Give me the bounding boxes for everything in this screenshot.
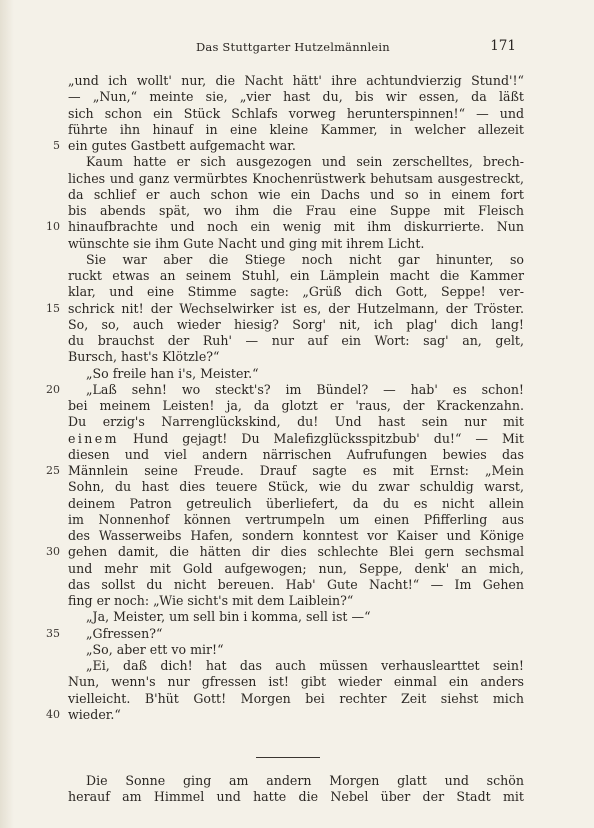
line-text: hinaufbrachte und noch ein wenig mit ihm diskurrierte. Nun	[68, 219, 524, 235]
text-line	[68, 512, 524, 528]
line-text: ruckt etwas an seinem Stuhl, ein Lämplein macht die Kammer	[68, 268, 524, 283]
line-text: ein gutes Gastbett aufgemacht war.	[68, 138, 296, 153]
text-line	[68, 789, 524, 805]
text-line	[68, 187, 524, 203]
line-text: Nun, wenn's nur gfressen ist! gibt wieder einmal ein anders	[68, 674, 524, 690]
line-text: — „Nun,“ meinte sie, „vier hast du, bis wir essen, da läßt	[68, 89, 524, 105]
line-text: „Laß sehn! wo steckt's? im Bündel? — hab' es schon!	[86, 381, 524, 397]
text-line	[68, 447, 524, 463]
text-line	[68, 431, 524, 447]
text-line	[68, 236, 524, 252]
text-line	[68, 674, 524, 690]
line-text: „Ja, Meister, um sell bin i komma, sell ist —“	[86, 609, 371, 625]
line-text: diesen und viel andern närrischen Aufrufungen bewies das	[68, 446, 524, 462]
line-text: im Nonnenhof können vertrumpeln um einen Pfifferling aus	[68, 511, 524, 527]
text-line	[68, 496, 524, 512]
line-text: bis abends spät, wo ihm die Frau eine Suppe mit Fleisch	[68, 203, 524, 218]
text-line	[68, 398, 524, 414]
text-line	[68, 609, 524, 625]
next-section-text	[68, 773, 524, 806]
text-line	[68, 268, 524, 284]
page-header	[196, 40, 516, 60]
line-text: liches und ganz vermürbtes Knochenrüstwerk behutsam ausgestreckt,	[68, 170, 524, 186]
line-text: „Ei, daß dich! hat das auch müssen verhauslearttet sein!	[86, 658, 524, 673]
body-text	[46, 73, 524, 723]
line-text: des Wasserweibs Hafen, sondern konntest vor Kaiser und Könige	[68, 528, 524, 543]
line-number: 40	[46, 707, 60, 721]
text-line	[46, 300, 524, 317]
line-text: sich schon ein Stück Schlafs vorweg herunterspinnen!“ — und	[68, 105, 524, 121]
line-number: 35	[46, 626, 60, 640]
text-line	[68, 284, 524, 300]
line-text: fing er noch: „Wie sicht's mit dem Laiblein?“	[68, 593, 354, 608]
line-text	[68, 431, 524, 447]
text-line	[68, 593, 524, 609]
text-line	[68, 658, 524, 674]
page-number: 171	[490, 38, 516, 54]
line-text: wünschte sie ihm Gute Nacht und ging mit ihrem Licht.	[68, 235, 425, 251]
line-number: 10	[46, 220, 60, 234]
line-text: Kaum hatte er sich ausgezogen und sein zerschelltes, brech-	[86, 154, 524, 170]
line-text: Männlein seine Freude. Drauf sagte es mit Ernst: „Mein	[68, 463, 524, 478]
text-line	[68, 349, 524, 365]
text-line	[46, 381, 524, 398]
text-line	[68, 479, 524, 495]
text-line	[46, 219, 524, 235]
line-text: Sohn, du hast dies teuere Stück, wie du zwar schuldig warst,	[68, 479, 524, 495]
line-text: vielleicht. B'hüt Gott! Morgen bei rechter Zeit siehst mich	[68, 690, 524, 706]
text-line	[68, 171, 524, 187]
text-line	[68, 561, 524, 577]
text-line	[68, 73, 524, 89]
text-line	[68, 106, 524, 122]
line-number: 25	[46, 464, 60, 477]
text-line	[68, 203, 524, 219]
line-text: das sollst du nicht bereuen. Hab' Gute Nacht!“ — Im Gehen	[68, 576, 524, 592]
text-line	[68, 252, 524, 268]
text-line	[46, 625, 524, 642]
line-text: wieder.“	[68, 706, 121, 722]
text-line	[68, 154, 524, 170]
line-text: Die Sonne ging am andern Morgen glatt und schön	[86, 773, 524, 788]
line-number: 20	[46, 382, 60, 396]
text-line	[68, 528, 524, 544]
text-line	[68, 89, 524, 105]
text-line	[68, 773, 524, 789]
text-line	[68, 366, 524, 382]
line-text: „So, aber ett vo mir!“	[86, 641, 224, 657]
text-line	[46, 463, 524, 479]
line-text: und mehr mit Gold aufgewogen; nun, Seppe, denk' an mich,	[68, 560, 524, 576]
line-text: du brauchst der Ruh' — nur auf ein Wort: sag' an, gelt,	[68, 333, 524, 348]
text-line	[68, 317, 524, 333]
line-text: gehen damit, die hätten dir dies schlechte Blei gern sechsmal	[68, 544, 524, 560]
text-line	[68, 414, 524, 430]
line-text: schrick nit! der Wechselwirker ist es, der Hutzelmann, der Tröster.	[68, 300, 524, 316]
section-separator	[256, 757, 320, 758]
line-text: Sie war aber die Stiege noch nicht gar hinunter, so	[86, 251, 524, 267]
text-line	[68, 577, 524, 593]
line-text: Du erzig's Narrenglückskind, du! Und hast sein nur mit	[68, 414, 524, 430]
line-text: da schlief er auch schon wie ein Dachs und so in einem fort	[68, 186, 524, 202]
line-text-rest: Hund gejagt! Du Malefizglücksspitzbub' du!“ — Mit	[119, 430, 524, 446]
line-text: herauf am Himmel und hatte die Nebel über der Stadt mit	[68, 789, 524, 805]
text-line	[46, 706, 524, 723]
line-text: „und ich wollt' nur, die Nacht hätt' ihre achtundvierzig Stund'!“	[68, 73, 524, 88]
emphasized-word: einem	[68, 430, 119, 446]
line-text: führte ihn hinauf in eine kleine Kammer, in welcher allezeit	[68, 121, 524, 137]
running-title: Das Stuttgarter Hutzelmännlein	[196, 40, 390, 54]
line-number: 30	[46, 545, 60, 559]
line-text: bei meinem Leisten! ja, da glotzt er 'raus, der Krackenzahn.	[68, 398, 524, 413]
text-line	[68, 691, 524, 707]
line-number: 5	[53, 139, 60, 152]
line-number: 15	[46, 301, 60, 315]
text-line	[68, 642, 524, 658]
text-line	[53, 138, 524, 154]
line-text: Bursch, hast's Klötzle?“	[68, 349, 220, 365]
line-text: „Gfressen?“	[86, 625, 163, 641]
line-text: klar, und eine Stimme sagte: „Grüß dich Gott, Seppe! ver-	[68, 284, 524, 300]
text-line	[68, 333, 524, 349]
line-text: deinem Patron getreulich überliefert, da du es nicht allein	[68, 495, 524, 511]
line-text: So, so, auch wieder hiesig? Sorg' nit, ich plag' dich lang!	[68, 316, 524, 332]
text-line	[68, 122, 524, 138]
line-text: „So freile han i's, Meister.“	[86, 365, 259, 381]
text-line	[46, 544, 524, 560]
